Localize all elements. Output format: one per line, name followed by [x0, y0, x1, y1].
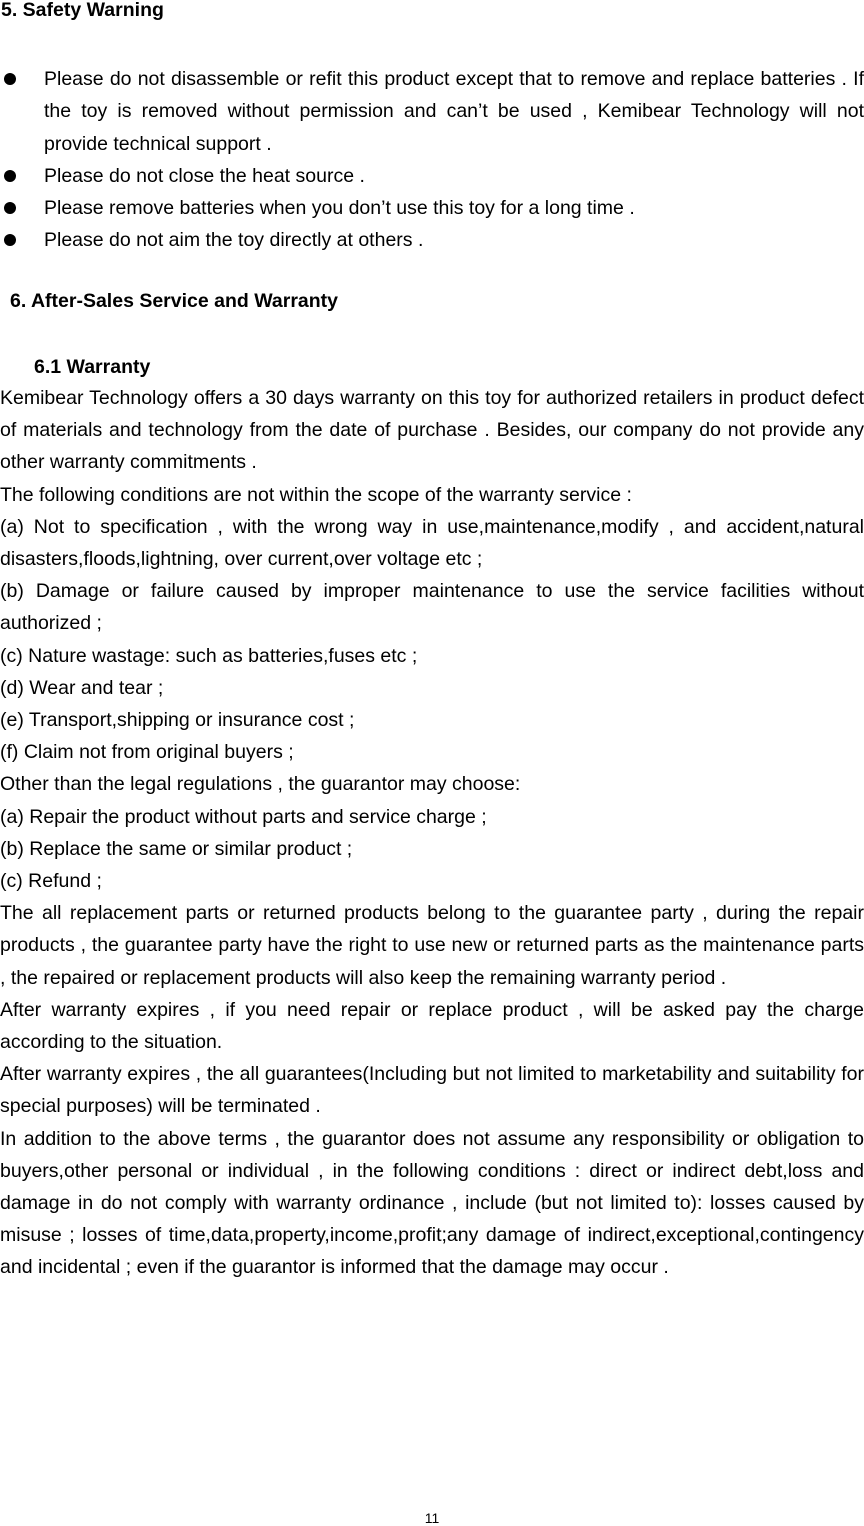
paragraph: (d) Wear and tear ; — [0, 676, 164, 699]
paragraph: After warranty expires , the all guarantees(Including but not limited to marketability and suitability for special purposes) will be terminated . — [0, 1063, 864, 1118]
list-item — [0, 63, 864, 160]
paragraph: (c) Nature wastage: such as batteries,fuses etc ; — [0, 644, 418, 667]
section-6-heading: 6. After-Sales Service and Warranty — [10, 290, 339, 312]
list-item — [0, 192, 864, 224]
warranty-subheading: 6.1 Warranty — [34, 356, 151, 378]
list-item-text: Please remove batteries when you don’t use this toy for a long time . — [44, 197, 635, 220]
paragraph: Kemibear Technology offers a 30 days warranty on this toy for authorized retailers in product defect of materials and technology from the date of purchase . Besides, our company do not provide any other warranty commitments . — [0, 387, 864, 474]
bullet-icon — [4, 73, 16, 85]
paragraph: In addition to the above terms , the guarantor does not assume any responsibility or obligation to buyers,other personal or individual , in the following conditions : direct or indirect debt,loss and damage in do not comply with warranty ordinance , include (but not limited to): losses caused by misuse ; losses of time,data,property,income,profit;any damage of indirect,exceptional,contingency and incidental ; even if the guarantor is informed that the damage may occur . — [0, 1127, 864, 1279]
paragraph: (e) Transport,shipping or insurance cost ; — [0, 709, 355, 732]
list-item — [0, 224, 864, 256]
list-item-text: Please do not close the heat source . — [44, 164, 365, 187]
section-5-heading: 5. Safety Warning — [1, 0, 164, 21]
bullet-icon — [4, 234, 16, 246]
list-item-text: Please do not aim the toy directly at others . — [44, 229, 424, 252]
paragraph: (b) Damage or failure caused by improper maintenance to use the service facilities without authorized ; — [0, 580, 864, 635]
paragraph: The following conditions are not within the scope of the warranty service : — [0, 483, 632, 506]
list-item-text: Please do not disassemble or refit this product except that to remove and replace batteries . If the toy is removed without permission and can’t be used , Kemibear Technology will not provide technical support . — [44, 68, 864, 155]
paragraph: (a) Repair the product without parts and service charge ; — [0, 805, 487, 828]
paragraph: The all replacement parts or returned products belong to the guarantee party , during the repair products , the guarantee party have the right to use new or returned parts as the maintenance parts , the repaired or replacement products will also keep the remaining warranty period . — [0, 902, 864, 989]
warranty-body — [0, 382, 864, 1284]
bullet-icon — [4, 202, 16, 214]
paragraph: (b) Replace the same or similar product ; — [0, 837, 353, 860]
bullet-icon — [4, 170, 16, 182]
paragraph: Other than the legal regulations , the guarantor may choose: — [0, 773, 521, 796]
paragraph: (f) Claim not from original buyers ; — [0, 741, 294, 764]
paragraph: (a) Not to specification , with the wrong way in use,maintenance,modify , and accident,natural disasters,floods,lightning, over current,over voltage etc ; — [0, 515, 864, 571]
paragraph: (c) Refund ; — [0, 870, 102, 893]
paragraph: After warranty expires , if you need repair or replace product , will be asked pay the charge according to the situation. — [0, 998, 864, 1054]
page-number: 11 — [424, 1510, 440, 1526]
safety-warning-list — [0, 63, 864, 257]
list-item — [0, 160, 864, 192]
